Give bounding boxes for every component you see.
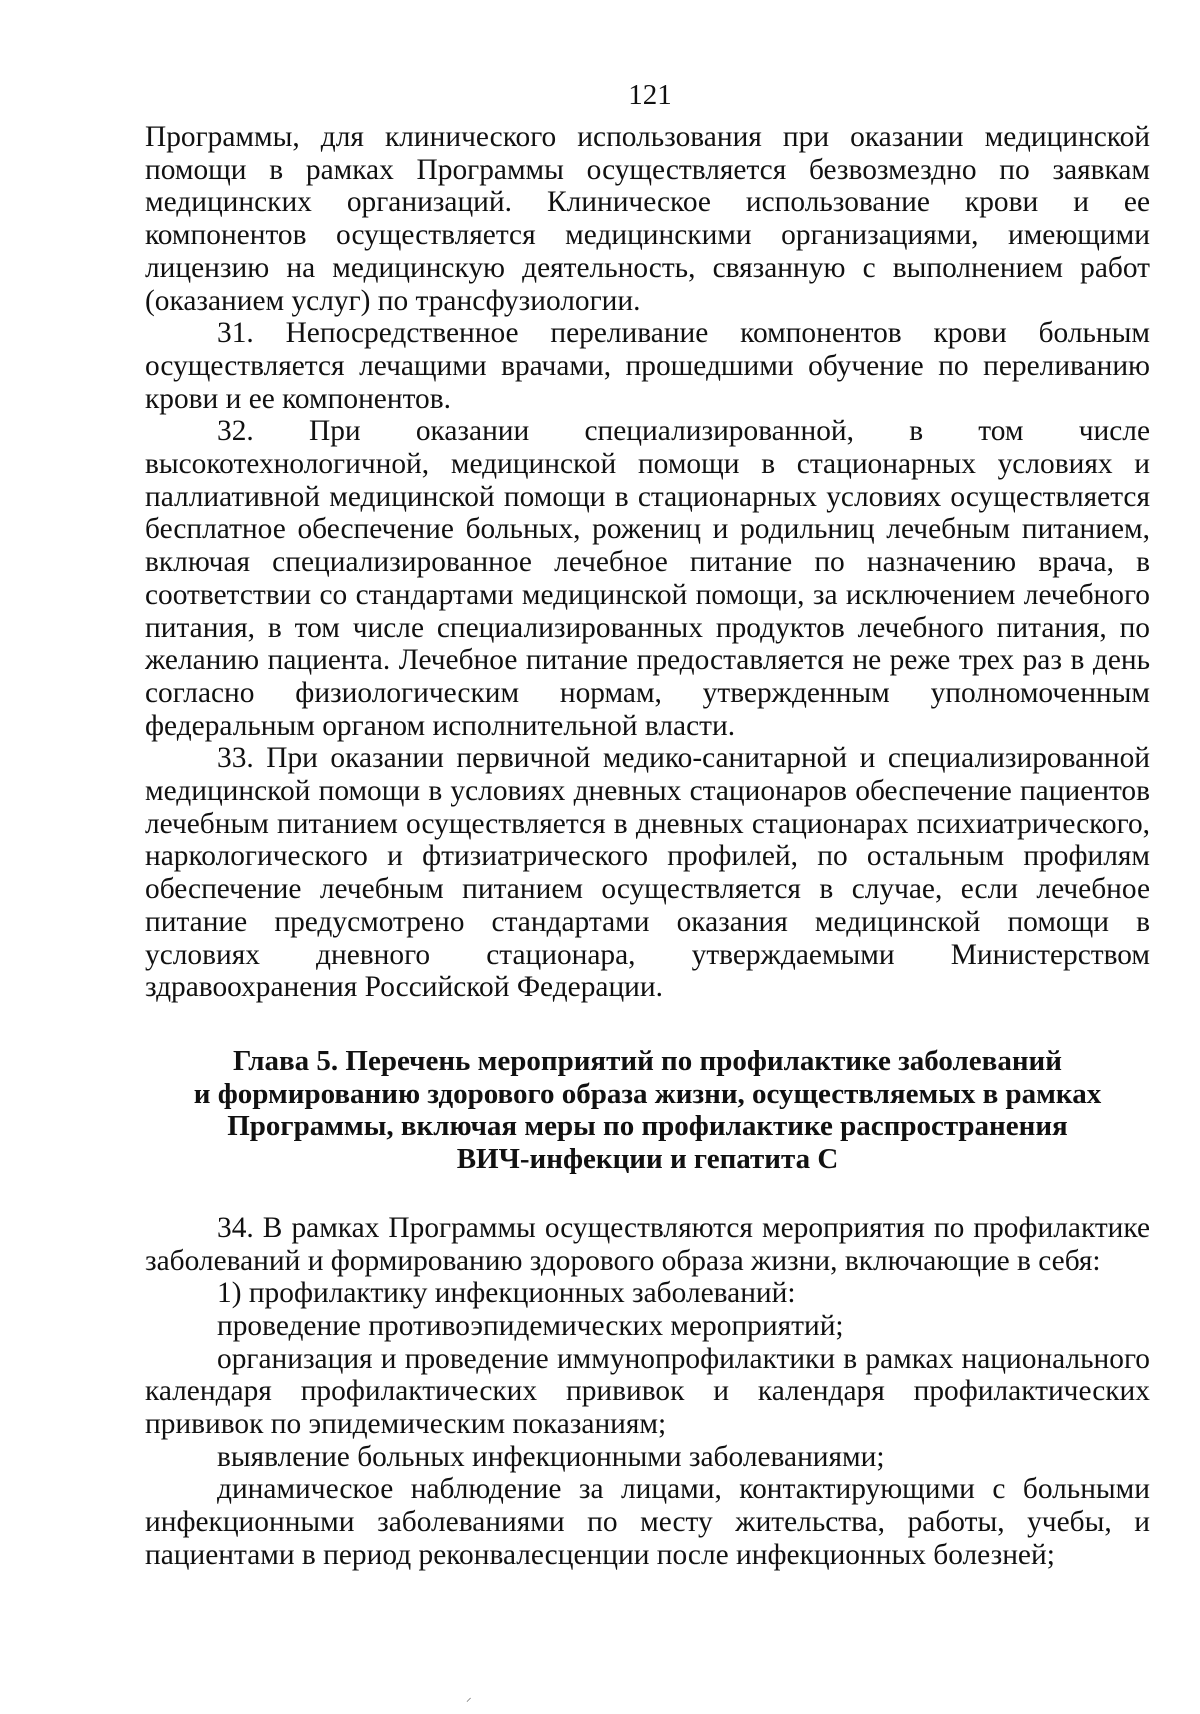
paragraph-33: 33. При оказании первичной медико-санитарной и специализированной медицинской помощи в условиях дневных стационаров обеспечение пациентов лечебным питанием осуществляется в дневных стационарах психиатрического, наркологического и фтизиатрического профилей, по остальным профилям обеспечение лечебным питанием осуществляется в случае, если лечебное питание предусмотрено стандартами оказания медицинской помощи в условиях дневного стационара, утверждаемыми Министерством здравоохранения Российской Федерации. <box>145 742 1150 1004</box>
scan-artifact-mark: ⸝ <box>466 1692 472 1704</box>
paragraph-34: 34. В рамках Программы осуществляются мероприятия по профилактике заболеваний и формированию здорового образа жизни, включающие в себя: <box>145 1211 1150 1277</box>
chapter-title-line-1: Глава 5. Перечень мероприятий по профилактике заболеваний <box>233 1044 1062 1077</box>
chapter-title-line-3: Программы, включая меры по профилактике распространения <box>227 1110 1068 1143</box>
paragraph-32: 32. При оказании специализированной, в том числе высокотехнологичной, медицинской помощи в стационарных условиях и паллиативной медицинской помощи в стационарных условиях осуществляется бесплатное обеспечение больных, рожениц и родильниц лечебным питанием, включая специализированное лечебное питание по назначению врача, в соответствии со стандартами медицинской помощи, за исключением лечебного питания, в том числе специализированных продуктов лечебного питания, по желанию пациента. Лечебное питание предоставляется не реже трех раз в день согласно физиологическим нормам, утвержденным уполномоченным федеральным органом исполнительной власти. <box>145 415 1150 742</box>
chapter-title-line-2: и формированию здорового образа жизни, осуществляемых в рамках <box>193 1077 1102 1110</box>
paragraph-31: 31. Непосредственное переливание компонентов крови больным осуществляется лечащими врачами, прошедшими обучение по переливанию крови и ее компонентов. <box>145 317 1150 415</box>
list-item-dynamic-observation: динамическое наблюдение за лицами, контактирующими с больными инфекционными заболеваниями по месту жительства, работы, учебы, и пациентами в период реконвалесценции после инфекционных болезней; <box>145 1473 1150 1571</box>
list-item-antiepidemic-measures: проведение противоэпидемических мероприятий; <box>217 1309 844 1342</box>
chapter-title <box>145 1045 1150 1176</box>
document-body <box>145 121 1150 1572</box>
chapter-title-line-4: ВИЧ-инфекции и гепатита С <box>456 1143 839 1176</box>
paragraph-continuation: Программы, для клинического использования при оказании медицинской помощи в рамках Программы осуществляется безвозмездно по заявкам медицинских организаций. Клиническое использование крови и ее компонентов осуществляется медицинскими организациями, имеющими лицензию на медицинскую деятельность, связанную с выполнением работ (оказанием услуг) по трансфузиологии. <box>145 121 1150 317</box>
page-number: 121 <box>628 79 672 111</box>
list-item-detection-of-patients: выявление больных инфекционными заболеваниями; <box>217 1440 885 1473</box>
list-item-immunoprophylaxis: организация и проведение иммунопрофилактики в рамках национального календаря профилактических прививок и календаря профилактических прививок по эпидемическим показаниям; <box>145 1342 1150 1441</box>
list-item-infectious-prevention: 1) профилактику инфекционных заболеваний: <box>217 1277 796 1310</box>
